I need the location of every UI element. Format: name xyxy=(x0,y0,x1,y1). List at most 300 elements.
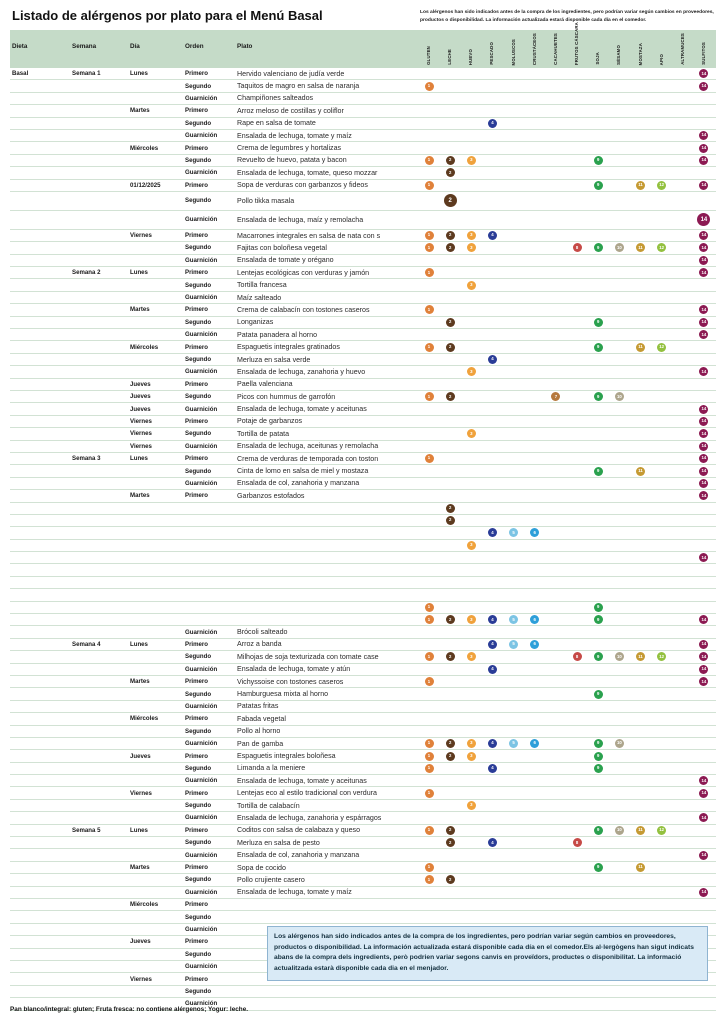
cell-plato: Taquitos de magro en salsa de naranja xyxy=(237,82,360,91)
table-row xyxy=(10,651,716,663)
allergen-badge-8: 8 xyxy=(573,838,582,847)
cell-orden: Segundo xyxy=(185,430,212,438)
cell-orden: Guarnición xyxy=(185,256,218,264)
allergen-badge-2: 2 xyxy=(446,343,455,352)
allergen-badge-12: 12 xyxy=(657,181,666,190)
allergen-badge-1: 1 xyxy=(425,875,434,884)
cell-orden: Primero xyxy=(185,417,209,425)
table-row xyxy=(10,540,716,552)
cell-orden: Primero xyxy=(185,380,209,388)
table-body xyxy=(10,68,716,1011)
cell-plato: Ensalada de lechuga, zanahoria y espárragos xyxy=(237,813,382,822)
cell-plato: Vichyssoise con tostones caseros xyxy=(237,677,344,686)
cell-dia: Jueves xyxy=(130,405,151,413)
cell-plato: Pollo crujiente casero xyxy=(237,875,305,884)
table-row xyxy=(10,527,716,539)
cell-orden: Segundo xyxy=(185,913,212,921)
cell-plato: Ensalada de col, zanahoria y manzana xyxy=(237,851,360,860)
allergen-badge-11: 11 xyxy=(636,826,645,835)
table-row xyxy=(10,242,716,254)
cell-plato: Champiñones salteados xyxy=(237,94,314,103)
cell-dia: Martes xyxy=(130,678,150,686)
allergen-badge-1: 1 xyxy=(425,243,434,252)
table-row xyxy=(10,515,716,527)
table-row xyxy=(10,391,716,403)
table-row xyxy=(10,366,716,378)
cell-dia: Jueves xyxy=(130,752,151,760)
allergen-badge-9: 9 xyxy=(594,603,603,612)
allergen-badge-14: 14 xyxy=(699,553,708,562)
allergen-badge-14: 14 xyxy=(699,789,708,798)
cell-semana: Semana 2 xyxy=(72,269,101,277)
cell-orden: Primero xyxy=(185,343,209,351)
cell-orden: Segundo xyxy=(185,764,212,772)
allergen-badge-14: 14 xyxy=(699,69,708,78)
allergen-column-header-cacahuetes: CACAHUETES xyxy=(552,33,558,65)
allergen-column-header-soja: SOJA xyxy=(595,52,601,65)
cell-orden: Segundo xyxy=(185,156,212,164)
table-row xyxy=(10,155,716,167)
cell-orden: Primero xyxy=(185,938,209,946)
allergen-badge-4: 4 xyxy=(488,355,497,364)
allergen-badge-12: 12 xyxy=(657,343,666,352)
allergen-badge-3: 3 xyxy=(467,429,476,438)
cell-orden: Guarnición xyxy=(185,442,218,450)
table-row xyxy=(10,118,716,130)
cell-orden: Segundo xyxy=(185,393,212,401)
table-row xyxy=(10,887,716,899)
allergen-column-header-mostaza: MOSTAZA xyxy=(637,42,643,65)
cell-orden: Segundo xyxy=(185,839,212,847)
allergen-badge-10: 10 xyxy=(615,739,624,748)
cell-plato: Potaje de garbanzos xyxy=(237,417,303,426)
cell-plato: Longanizas xyxy=(237,318,274,327)
allergen-badge-2: 2 xyxy=(446,156,455,165)
allergen-badge-2: 2 xyxy=(446,826,455,835)
cell-dia: Viernes xyxy=(130,417,152,425)
allergen-badge-2: 2 xyxy=(446,752,455,761)
cell-orden: Segundo xyxy=(185,727,212,735)
cell-plato: Ensalada de lechuga, tomate y atún xyxy=(237,665,351,674)
cell-orden: Primero xyxy=(185,678,209,686)
cell-orden: Primero xyxy=(185,492,209,500)
allergen-badge-4: 4 xyxy=(488,739,497,748)
cell-semana: Semana 5 xyxy=(72,826,101,834)
cell-orden: Segundo xyxy=(185,119,212,127)
allergen-badge-5: 5 xyxy=(509,739,518,748)
allergen-badge-9: 9 xyxy=(594,156,603,165)
cell-plato: Crema de legumbres y hortalizas xyxy=(237,144,342,153)
allergen-badge-1: 1 xyxy=(425,181,434,190)
cell-orden: Segundo xyxy=(185,987,212,995)
cell-orden: Guarnición xyxy=(185,368,218,376)
allergen-badge-1: 1 xyxy=(425,231,434,240)
cell-dia: Viernes xyxy=(130,430,152,438)
allergen-badge-14: 14 xyxy=(699,454,708,463)
cell-dia: Lunes xyxy=(130,70,148,78)
allergen-badge-9: 9 xyxy=(594,392,603,401)
allergen-badge-14: 14 xyxy=(699,640,708,649)
allergen-badge-12: 12 xyxy=(657,826,666,835)
allergen-badge-14: 14 xyxy=(699,256,708,265)
allergen-badge-5: 5 xyxy=(509,640,518,649)
top-disclaimer-note: Los alérgenos han sido indicados antes de la compra de los ingredientes, pero podrían variar según cambios en proveedores, productos o disponibilidad. La información actualizada estará disponible cada día en el comedor. xyxy=(420,10,714,23)
allergen-badge-2: 2 xyxy=(446,504,455,513)
cell-plato: Ensalada de lechuga, tomate, queso mozzar xyxy=(237,168,378,177)
cell-orden: Primero xyxy=(185,232,209,240)
allergen-badge-2: 2 xyxy=(446,652,455,661)
table-row xyxy=(10,626,716,638)
allergen-badge-6: 6 xyxy=(530,640,539,649)
cell-dia: Lunes xyxy=(130,455,148,463)
table-row xyxy=(10,911,716,923)
cell-plato: Coditos con salsa de calabaza y queso xyxy=(237,826,361,835)
cell-orden: Segundo xyxy=(185,197,212,205)
table-row xyxy=(10,279,716,291)
allergen-badge-14: 14 xyxy=(699,851,708,860)
table-row xyxy=(10,763,716,775)
cell-plato: Ensalada de lechuga, maíz y remolacha xyxy=(237,215,364,224)
cell-orden: Primero xyxy=(185,901,209,909)
cell-orden: Guarnición xyxy=(185,777,218,785)
table-row xyxy=(10,490,716,502)
table-row xyxy=(10,329,716,341)
cell-plato: Lentejas ecológicas con verduras y jamón xyxy=(237,268,370,277)
cell-plato: Pollo tikka masala xyxy=(237,196,295,205)
cell-plato: Revuelto de huevo, patata y bacon xyxy=(237,156,347,165)
cell-dia: Lunes xyxy=(130,640,148,648)
allergen-column-header-huevo: HUEVO xyxy=(468,48,474,65)
cell-dia: Viernes xyxy=(130,442,152,450)
cell-dia: Viernes xyxy=(130,232,152,240)
table-row xyxy=(10,564,716,576)
table-row xyxy=(10,453,716,465)
table-row xyxy=(10,68,716,80)
cell-dia: Viernes xyxy=(130,789,152,797)
allergen-badge-9: 9 xyxy=(594,243,603,252)
allergen-badge-14: 14 xyxy=(699,305,708,314)
cell-orden: Primero xyxy=(185,70,209,78)
cell-plato: Macarrones integrales en salsa de nata con s xyxy=(237,231,381,240)
cell-orden: Segundo xyxy=(185,950,212,958)
cell-orden: Guarnición xyxy=(185,888,218,896)
cell-orden: Segundo xyxy=(185,802,212,810)
table-row xyxy=(10,676,716,688)
table-row xyxy=(10,180,716,192)
allergen-badge-9: 9 xyxy=(594,764,603,773)
cell-plato: Espaguetis integrales boloñesa xyxy=(237,752,336,760)
cell-plato: Limanda a la meniere xyxy=(237,764,306,773)
allergen-badge-14: 14 xyxy=(699,491,708,500)
table-row xyxy=(10,713,716,725)
cell-dia: Lunes xyxy=(130,826,148,834)
cell-plato: Pan de gamba xyxy=(237,739,284,748)
table-row xyxy=(10,726,716,738)
cell-plato: Tortilla francesa xyxy=(237,281,287,290)
cell-plato: Patata panadera al horno xyxy=(237,330,318,339)
allergen-badge-1: 1 xyxy=(425,268,434,277)
allergen-column-header-apio: APIO xyxy=(658,53,664,65)
table-row xyxy=(10,750,716,762)
cell-plato: Ensalada de lechuga, zanahoria y huevo xyxy=(237,367,366,376)
allergen-note-box: Los alérgenos han sido indicados antes de la compra de los ingredientes, pero podrían variar según cambios en proveedores, productos o disponibilidad. La información actualizada estará disponible cada día en el comedor.Els al·lergògens han sigut indicats abans de la compra dels ingredients, però podrien variar segons canvis en proveïdors, productes o disponibilitat. La informació actualitzada estarà disponible cada dia en el menjador. xyxy=(267,926,708,981)
allergen-badge-3: 3 xyxy=(467,231,476,240)
allergen-badge-14: 14 xyxy=(697,213,710,226)
allergen-badge-14: 14 xyxy=(699,417,708,426)
allergen-badge-9: 9 xyxy=(594,826,603,835)
allergen-badge-14: 14 xyxy=(699,231,708,240)
table-row xyxy=(10,105,716,117)
cell-dia: 01/12/2025 xyxy=(130,181,161,189)
cell-plato: Tortilla de patata xyxy=(237,429,290,438)
allergen-badge-9: 9 xyxy=(594,652,603,661)
allergen-badge-4: 4 xyxy=(488,838,497,847)
allergen-badge-2: 2 xyxy=(446,318,455,327)
allergen-badge-1: 1 xyxy=(425,156,434,165)
allergen-badge-3: 3 xyxy=(467,739,476,748)
cell-orden: Segundo xyxy=(185,244,212,252)
table-row xyxy=(10,230,716,242)
allergen-badge-1: 1 xyxy=(425,752,434,761)
allergen-badge-6: 6 xyxy=(530,615,539,624)
table-row xyxy=(10,775,716,787)
allergen-badge-9: 9 xyxy=(594,739,603,748)
cell-orden: Guarnición xyxy=(185,479,218,487)
cell-orden: Guarnición xyxy=(185,169,218,177)
allergen-badge-3: 3 xyxy=(467,281,476,290)
allergen-badge-10: 10 xyxy=(615,652,624,661)
allergen-badge-14: 14 xyxy=(699,479,708,488)
cell-orden: Guarnición xyxy=(185,405,218,413)
cell-orden: Primero xyxy=(185,144,209,152)
cell-orden: Primero xyxy=(185,181,209,189)
allergen-badge-1: 1 xyxy=(425,652,434,661)
cell-orden: Primero xyxy=(185,789,209,797)
table-row xyxy=(10,614,716,626)
cell-orden: Primero xyxy=(185,107,209,115)
table-row xyxy=(10,441,716,453)
allergen-badge-9: 9 xyxy=(594,181,603,190)
cell-orden: Guarnición xyxy=(185,294,218,302)
allergen-badge-6: 6 xyxy=(530,528,539,537)
cell-plato: Patatas fritas xyxy=(237,702,279,711)
cell-plato: Hervido valenciano de judía verde xyxy=(237,69,345,78)
allergen-badge-8: 8 xyxy=(573,652,582,661)
cell-dia: Lunes xyxy=(130,269,148,277)
table-row xyxy=(10,701,716,713)
allergen-badge-14: 14 xyxy=(699,156,708,165)
allergen-badge-14: 14 xyxy=(699,665,708,674)
column-header-dia: Día xyxy=(130,43,140,50)
allergen-badge-14: 14 xyxy=(699,429,708,438)
table-row xyxy=(10,93,716,105)
allergen-badge-9: 9 xyxy=(594,615,603,624)
cell-dia: Miércoles xyxy=(130,144,159,152)
table-row xyxy=(10,255,716,267)
allergen-badge-4: 4 xyxy=(488,640,497,649)
allergen-badge-12: 12 xyxy=(657,243,666,252)
allergen-column-header-crust-ceos: CRUSTÁCEOS xyxy=(531,32,537,65)
allergen-badge-14: 14 xyxy=(699,144,708,153)
allergen-badge-9: 9 xyxy=(594,467,603,476)
table-row xyxy=(10,552,716,564)
cell-plato: Brócoli salteado xyxy=(237,628,288,637)
cell-plato: Maíz salteado xyxy=(237,293,282,302)
allergen-badge-3: 3 xyxy=(467,243,476,252)
allergen-badge-9: 9 xyxy=(594,318,603,327)
table-row xyxy=(10,304,716,316)
cell-dia: Martes xyxy=(130,492,150,500)
allergen-badge-1: 1 xyxy=(425,603,434,612)
cell-orden: Guarnición xyxy=(185,851,218,859)
table-row xyxy=(10,688,716,700)
cell-plato: Ensalada de tomate y orégano xyxy=(237,256,334,265)
cell-orden: Guarnición xyxy=(185,814,218,822)
allergen-badge-3: 3 xyxy=(467,752,476,761)
allergen-badge-3: 3 xyxy=(467,652,476,661)
allergen-badge-4: 4 xyxy=(488,231,497,240)
allergen-badge-10: 10 xyxy=(615,826,624,835)
cell-orden: Segundo xyxy=(185,281,212,289)
allergen-badge-14: 14 xyxy=(699,243,708,252)
allergen-column-header-gluten: GLUTEN xyxy=(426,46,431,65)
allergen-badge-11: 11 xyxy=(636,343,645,352)
allergen-badge-14: 14 xyxy=(699,888,708,897)
footer-legend: Pan blanco/integral: gluten; Fruta fresca: no contiene alérgenos; Yogur: leche. xyxy=(10,1006,249,1013)
cell-orden: Segundo xyxy=(185,467,212,475)
allergen-badge-11: 11 xyxy=(636,863,645,872)
cell-orden: Guarnición xyxy=(185,94,218,102)
allergen-badge-1: 1 xyxy=(425,677,434,686)
cell-plato: Ensalada de lechuga, tomate y aceitunas xyxy=(237,776,367,785)
table-row xyxy=(10,874,716,886)
allergen-badge-14: 14 xyxy=(699,467,708,476)
cell-plato: Ensalada de col, zanahoria y manzana xyxy=(237,479,360,488)
table-row xyxy=(10,428,716,440)
cell-orden: Guarnición xyxy=(185,331,218,339)
allergen-badge-2: 2 xyxy=(444,194,457,207)
cell-dieta: Basal xyxy=(12,70,29,78)
allergen-badge-14: 14 xyxy=(699,318,708,327)
allergen-badge-12: 12 xyxy=(657,652,666,661)
table-row xyxy=(10,503,716,515)
cell-plato: Pollo al horno xyxy=(237,727,281,736)
allergen-badge-2: 2 xyxy=(446,516,455,525)
allergen-badge-11: 11 xyxy=(636,181,645,190)
allergen-badge-3: 3 xyxy=(467,615,476,624)
allergen-badge-2: 2 xyxy=(446,739,455,748)
table-row xyxy=(10,354,716,366)
cell-plato: Fajitas con boloñesa vegetal xyxy=(237,243,327,252)
cell-semana: Semana 4 xyxy=(72,640,101,648)
table-row xyxy=(10,986,716,998)
table-row xyxy=(10,403,716,415)
allergen-badge-4: 4 xyxy=(488,528,497,537)
cell-plato: Ensalada de lechuga, aceitunas y remolacha xyxy=(237,442,379,451)
cell-dia: Viernes xyxy=(130,975,152,983)
allergen-badge-2: 2 xyxy=(446,231,455,240)
column-header-dieta: Dieta xyxy=(12,43,28,50)
cell-orden: Guarnición xyxy=(185,216,218,224)
cell-plato: Milhojas de soja texturizada con tomate case xyxy=(237,652,379,661)
cell-orden: Primero xyxy=(185,306,209,314)
cell-plato: Hamburguesa mixta al horno xyxy=(237,690,329,699)
allergen-badge-5: 5 xyxy=(509,615,518,624)
allergen-badge-14: 14 xyxy=(699,330,708,339)
cell-orden: Segundo xyxy=(185,356,212,363)
allergen-badge-9: 9 xyxy=(594,863,603,872)
column-header-plato: Plato xyxy=(237,43,253,50)
allergen-badge-10: 10 xyxy=(615,392,624,401)
allergen-column-header-altramuces: ALTRAMUCES xyxy=(679,33,685,65)
allergen-badge-14: 14 xyxy=(699,405,708,414)
allergen-badge-9: 9 xyxy=(594,752,603,761)
allergen-badge-14: 14 xyxy=(699,131,708,140)
allergen-badge-9: 9 xyxy=(594,690,603,699)
cell-orden: Guarnición xyxy=(185,665,218,673)
cell-plato: Sopa de verduras con garbanzos y fideos xyxy=(237,181,368,190)
allergen-badge-8: 8 xyxy=(573,243,582,252)
cell-orden: Guarnición xyxy=(185,740,218,748)
allergen-badge-3: 3 xyxy=(467,801,476,810)
cell-plato: Sopa de cocido xyxy=(237,863,286,872)
cell-orden: Primero xyxy=(185,752,209,760)
allergen-badge-4: 4 xyxy=(488,764,497,773)
cell-plato: Fabada vegetal xyxy=(237,714,286,723)
allergen-badge-14: 14 xyxy=(699,442,708,451)
allergen-badge-1: 1 xyxy=(425,789,434,798)
table-row xyxy=(10,837,716,849)
allergen-badge-14: 14 xyxy=(699,813,708,822)
cell-dia: Martes xyxy=(130,864,150,872)
allergen-badge-1: 1 xyxy=(425,305,434,314)
cell-orden: Guarnición xyxy=(185,925,218,933)
allergen-column-header-sulfitos: SULFITOS xyxy=(700,42,706,65)
cell-orden: Segundo xyxy=(185,318,212,326)
allergen-badge-2: 2 xyxy=(446,243,455,252)
cell-plato: Lentejas eco al estilo tradicional con verdura xyxy=(237,789,377,798)
cell-plato: Ensalada de lechuga, tomate y maíz xyxy=(237,888,352,897)
allergen-badge-6: 6 xyxy=(530,739,539,748)
cell-plato: Merluza en salsa verde xyxy=(237,355,311,364)
cell-orden: Primero xyxy=(185,826,209,834)
allergen-badge-14: 14 xyxy=(699,776,708,785)
cell-dia: Martes xyxy=(130,306,150,314)
allergen-badge-2: 2 xyxy=(446,875,455,884)
allergen-column-header-frutos-c-scara: FRUTOS CÁSCARA xyxy=(574,21,580,65)
allergen-badge-11: 11 xyxy=(636,652,645,661)
table-row xyxy=(10,577,716,589)
allergen-badge-10: 10 xyxy=(615,243,624,252)
cell-orden: Segundo xyxy=(185,82,212,90)
allergen-badge-5: 5 xyxy=(509,528,518,537)
column-header-semana: Semana xyxy=(72,43,97,50)
allergen-column-header-moluscos: MOLUSCOS xyxy=(510,38,516,65)
table-row xyxy=(10,130,716,142)
column-header-orden: Orden xyxy=(185,43,204,50)
table-row xyxy=(10,812,716,824)
allergen-badge-4: 4 xyxy=(488,665,497,674)
cell-plato: Garbanzos estofados xyxy=(237,491,305,500)
table-row xyxy=(10,589,716,601)
table-row xyxy=(10,317,716,329)
table-row xyxy=(10,800,716,812)
allergen-badge-3: 3 xyxy=(467,541,476,550)
table-row xyxy=(10,341,716,353)
cell-dia: Miércoles xyxy=(130,901,159,909)
cell-orden: Guarnición xyxy=(185,1000,218,1008)
cell-dia: Jueves xyxy=(130,938,151,946)
